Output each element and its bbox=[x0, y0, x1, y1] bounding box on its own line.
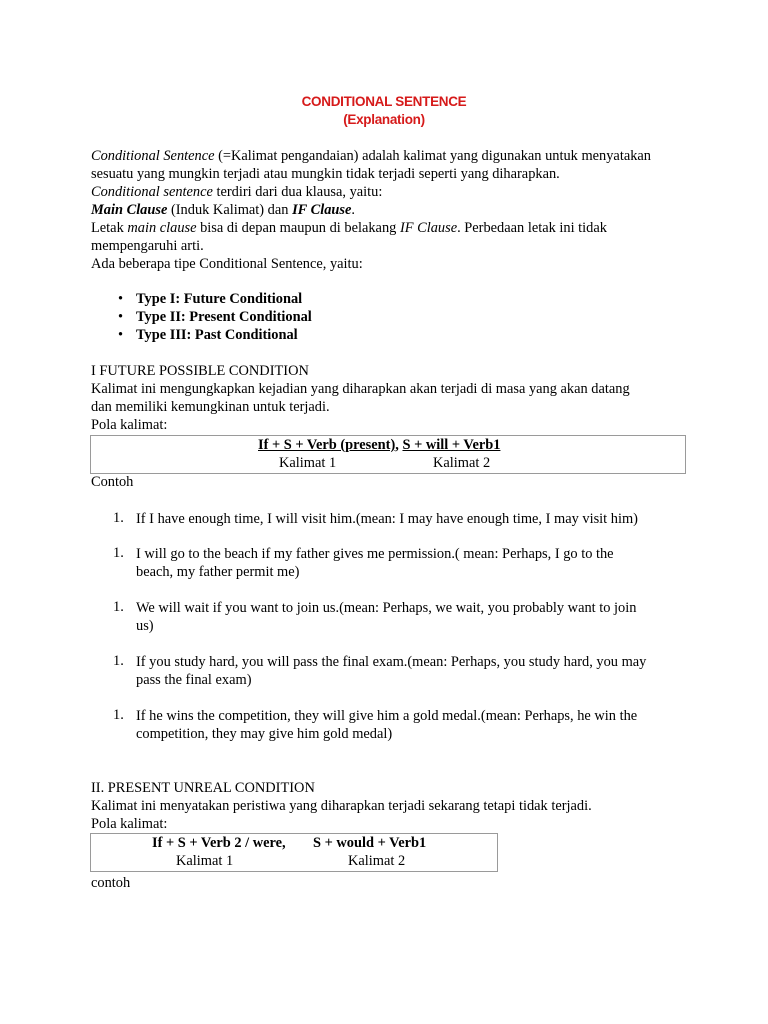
section2-heading: II. PRESENT UNREAL CONDITION bbox=[91, 780, 315, 796]
type-item: Type II: Present Conditional bbox=[136, 309, 312, 325]
section2-pattern-label: Pola kalimat: bbox=[91, 816, 168, 832]
list-number: 1. bbox=[113, 510, 124, 526]
formula-1: If + S + Verb (present), S + will + Verb1 bbox=[258, 437, 501, 453]
list-number: 1. bbox=[113, 653, 124, 669]
section1-desc-cont: dan memiliki kemungkinan untuk terjadi. bbox=[91, 399, 330, 415]
bullet-marker: • bbox=[118, 309, 124, 325]
list-number: 1. bbox=[113, 599, 124, 615]
intro-p4: Letak main clause bisa di depan maupun di belakang IF Clause. Perbedaan letak ini tidak bbox=[91, 220, 607, 236]
section1-heading: I FUTURE POSSIBLE CONDITION bbox=[91, 363, 309, 379]
doc-subtitle: (Explanation) bbox=[343, 112, 425, 127]
type-item: Type I: Future Conditional bbox=[136, 291, 303, 307]
intro-p3: Main Clause (Induk Kalimat) dan IF Clause. bbox=[91, 202, 355, 218]
section2-desc: Kalimat ini menyatakan peristiwa yang diharapkan terjadi sekarang tetapi tidak terjadi. bbox=[91, 798, 592, 814]
type-item: Type III: Past Conditional bbox=[136, 327, 298, 343]
list-item: If he wins the competition, they will give him a gold medal.(mean: Perhaps, he win the competition, they may give him gold medal) bbox=[136, 708, 638, 742]
clause-label-2: Kalimat 2 bbox=[433, 455, 491, 471]
intro-p1: Conditional Sentence (=Kalimat pengandaian) adalah kalimat yang digunakan untuk menyatakan bbox=[91, 148, 651, 164]
clause-label-2: Kalimat 2 bbox=[348, 853, 406, 869]
doc-title: CONDITIONAL SENTENCE bbox=[301, 94, 467, 109]
clause-label-1: Kalimat 1 bbox=[279, 455, 337, 471]
section2-contoh: contoh bbox=[91, 875, 131, 891]
formula-2b: S + would + Verb1 bbox=[313, 835, 427, 851]
section1-pattern-label: Pola kalimat: bbox=[91, 417, 168, 433]
list-number: 1. bbox=[113, 545, 124, 561]
bullet-marker: • bbox=[118, 291, 124, 307]
intro-p2: Conditional sentence terdiri dari dua klausa, yaitu: bbox=[91, 184, 383, 200]
term-conditional-sentence: Conditional Sentence bbox=[91, 148, 215, 164]
section1-contoh: Contoh bbox=[91, 474, 134, 490]
section1-desc: Kalimat ini mengungkapkan kejadian yang diharapkan akan terjadi di masa yang akan datang bbox=[91, 381, 630, 397]
list-number: 1. bbox=[113, 707, 124, 723]
intro-p5: Ada beberapa tipe Conditional Sentence, yaitu: bbox=[91, 256, 363, 272]
list-item: If you study hard, you will pass the final exam.(mean: Perhaps, you study hard, you may pass the final exam) bbox=[136, 654, 647, 688]
clause-label-1: Kalimat 1 bbox=[176, 853, 234, 869]
intro-p1-cont: sesuatu yang mungkin terjadi atau mungkin tidak terjadi seperti yang diharapkan. bbox=[91, 166, 560, 182]
formula-2a: If + S + Verb 2 / were, bbox=[152, 835, 286, 851]
list-item: If I have enough time, I will visit him.(mean: I may have enough time, I may visit him) bbox=[136, 511, 638, 527]
intro-p4-cont: mempengaruhi arti. bbox=[91, 238, 204, 254]
list-item: We will wait if you want to join us.(mean: Perhaps, we wait, you probably want to join us) bbox=[136, 600, 637, 634]
list-item: I will go to the beach if my father gives me permission.( mean: Perhaps, I go to the beach, my father permit me) bbox=[136, 546, 614, 580]
bullet-marker: • bbox=[118, 327, 124, 343]
